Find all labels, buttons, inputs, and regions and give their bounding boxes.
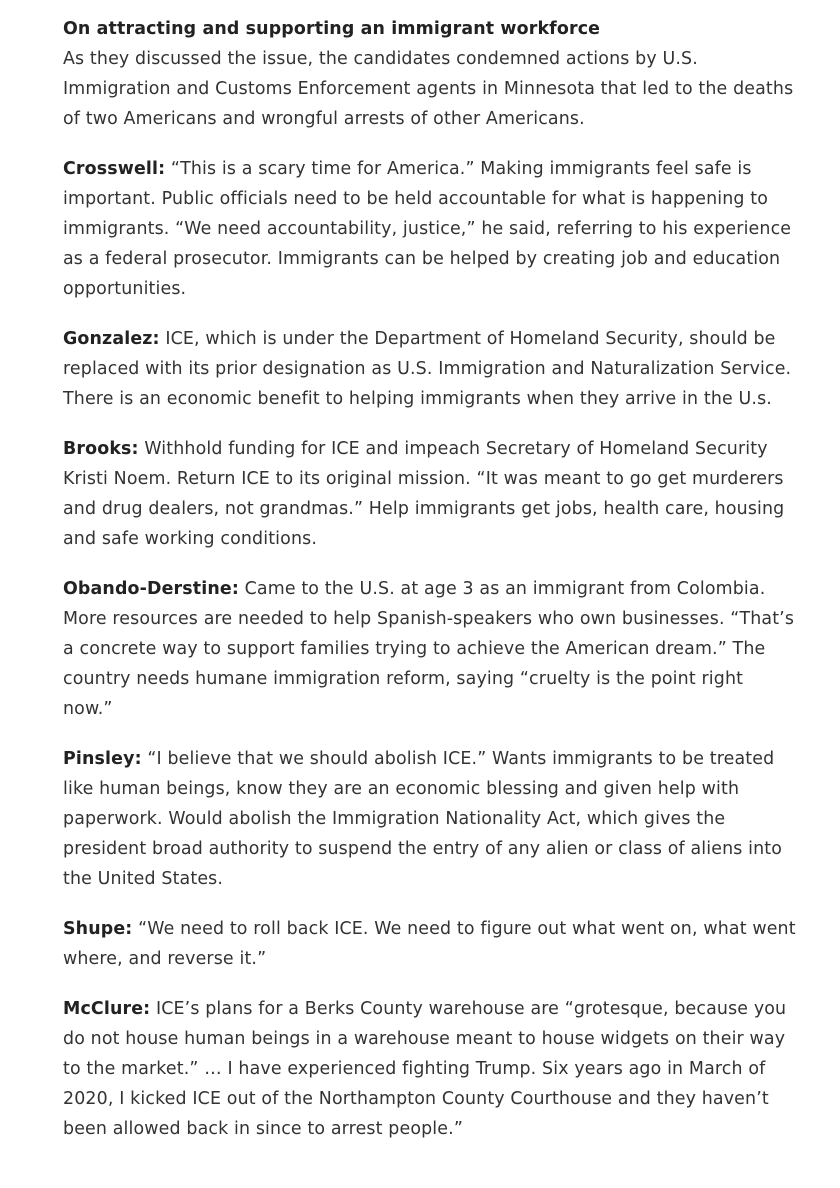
- statement-paragraph: [63, 434, 798, 554]
- statement-text: Withhold funding for ICE and impeach Secretary of Homeland Security Kristi Noem. Return ICE to its original mission. “It was meant to go get murderers and drug dealers, not grandmas.” Help immigrants get jobs, health care, housing and safe working conditions.: [63, 439, 785, 549]
- speaker-name: McClure:: [63, 999, 151, 1019]
- speaker-name: Obando-Derstine:: [63, 579, 239, 599]
- statement-paragraph: [63, 154, 798, 304]
- statement-text: ICE, which is under the Department of Homeland Security, should be replaced with its prior designation as U.S. Immigration and Naturalization Service. There is an economic benefit to helping immigrants when they arrive in the U.s.: [63, 329, 792, 409]
- statement-paragraph: [63, 994, 798, 1144]
- article-body: [63, 14, 798, 1144]
- statement-paragraph: [63, 574, 798, 724]
- statement-text: “We need to roll back ICE. We need to figure out what went on, what went where, and reverse it.”: [63, 919, 796, 969]
- statement-paragraph: [63, 324, 798, 414]
- speaker-name: Brooks:: [63, 439, 139, 459]
- statement-paragraph: [63, 914, 798, 974]
- statement-text: ICE’s plans for a Berks County warehouse are “grotesque, because you do not house human beings in a warehouse meant to house widgets on their way to the market.” … I have experienced fighting Trump. Six years ago in March of 2020, I kicked ICE out of the Northampton County Courthouse and they haven’t been allowed back in since to arrest people.”: [63, 999, 787, 1139]
- statement-text: Came to the U.S. at age 3 as an immigrant from Colombia. More resources are needed to help Spanish-speakers who own businesses. “That’s a concrete way to support families trying to achieve the American dream.” The country needs humane immigration reform, saying “cruelty is the point right now.”: [63, 579, 795, 719]
- statement-text: “This is a scary time for America.” Making immigrants feel safe is important. Public officials need to be held accountable for what is happening to immigrants. “We need accountability, justice,” he said, referring to his experience as a federal prosecutor. Immigrants can be helped by creating job and education opportunities.: [63, 159, 792, 299]
- speaker-name: Pinsley:: [63, 749, 142, 769]
- speaker-name: Gonzalez:: [63, 329, 160, 349]
- statement-text: “I believe that we should abolish ICE.” Wants immigrants to be treated like human beings, know they are an economic blessing and given help with paperwork. Would abolish the Immigration Nationality Act, which gives the president broad authority to suspend the entry of any alien or class of aliens into the United States.: [63, 749, 783, 889]
- section-heading: On attracting and supporting an immigrant workforce: [63, 19, 601, 39]
- section-intro: As they discussed the issue, the candidates condemned actions by U.S. Immigration and Customs Enforcement agents in Minnesota that led to the deaths of two Americans and wrongful arrests of other Americans.: [63, 49, 794, 129]
- speaker-name: Crosswell:: [63, 159, 166, 179]
- statement-paragraph: [63, 744, 798, 894]
- speaker-name: Shupe:: [63, 919, 133, 939]
